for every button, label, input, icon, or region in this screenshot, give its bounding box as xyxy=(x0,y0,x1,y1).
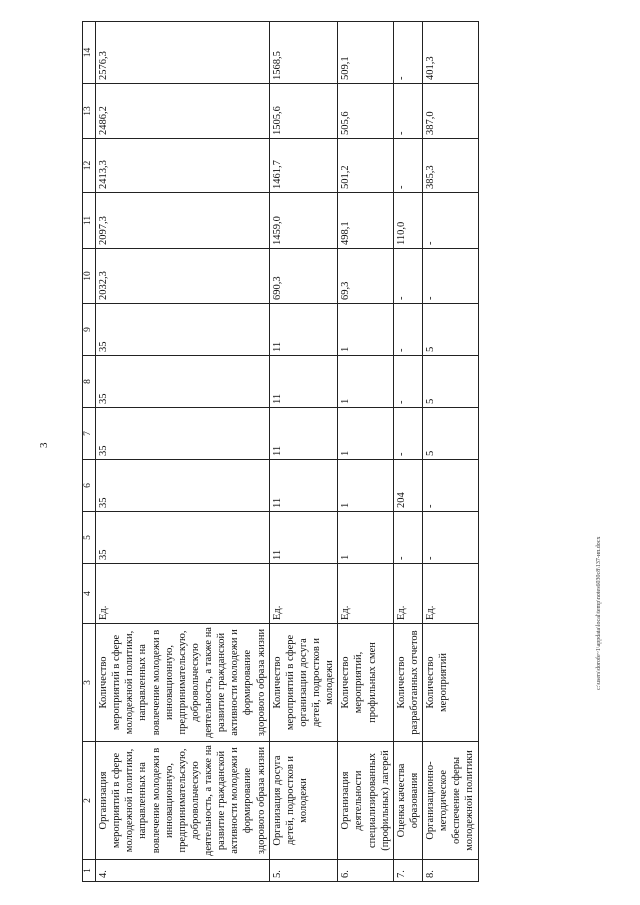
value-cell: 5 xyxy=(423,356,479,408)
header-cell: 2 xyxy=(83,742,96,860)
table-row xyxy=(269,22,338,882)
value-cell: 1 xyxy=(338,408,394,460)
header-cell: 6 xyxy=(83,460,96,512)
value-cell: - xyxy=(393,22,422,84)
value-cell: - xyxy=(393,408,422,460)
value-cell: - xyxy=(393,84,422,139)
value-cell: 498,1 xyxy=(338,193,394,249)
header-cell: 9 xyxy=(83,304,96,356)
header-cell: 10 xyxy=(83,249,96,304)
activity-name: Организация мероприятий в сфере молодежной политики, направленных на вовлечение молодежи в инновационную, предпринимательскую, добровольческую деятельность, а также на развитие гражданской активности молодежи и формирование здорового образа жизни xyxy=(96,742,270,860)
value-cell: 1568,5 xyxy=(269,22,338,84)
row-number: 4. xyxy=(96,860,270,882)
activity-name: Организационно-методическое обеспечение сферы молодежной политики xyxy=(423,742,479,860)
value-cell: - xyxy=(423,249,479,304)
row-number: 7. xyxy=(393,860,422,882)
header-cell: 7 xyxy=(83,408,96,460)
footer-file-path: c:\users\dorofe~1\appdata\local\temp\notes6030c8\137-ип.docx xyxy=(596,536,602,690)
value-cell: 501,2 xyxy=(338,139,394,193)
value-cell: 11 xyxy=(269,512,338,564)
header-cell: 12 xyxy=(83,139,96,193)
indicator-name: Количество мероприятий в сфере организации досуга детей, подростков и молодежи xyxy=(269,624,338,742)
activity-name: Организация деятельности специализированных (профильных) лагерей xyxy=(338,742,394,860)
header-cell: 1 xyxy=(83,860,96,882)
value-cell: - xyxy=(423,193,479,249)
value-cell: 1505,6 xyxy=(269,84,338,139)
indicator-name: Количество мероприятий, профильных смен xyxy=(338,624,394,742)
header-cell: 14 xyxy=(83,22,96,84)
value-cell: 11 xyxy=(269,356,338,408)
row-number: 6. xyxy=(338,860,394,882)
value-cell: 35 xyxy=(96,356,270,408)
indicator-name: Количество мероприятий в сфере молодежной политики, направленных на вовлечение молодежи в инновационную, предпринимательскую, добровольческую деятельность, а также на развитие гражданской активности молодежи и формирование здорового образа жизни xyxy=(96,624,270,742)
value-cell: 35 xyxy=(96,460,270,512)
header-cell: 3 xyxy=(83,624,96,742)
data-table xyxy=(82,21,479,882)
value-cell: 1 xyxy=(338,356,394,408)
value-cell: 11 xyxy=(269,460,338,512)
unit-cell: Ед. xyxy=(96,564,270,624)
value-cell: - xyxy=(393,249,422,304)
header-cell: 11 xyxy=(83,193,96,249)
value-cell: 690,3 xyxy=(269,249,338,304)
value-cell: 2413,3 xyxy=(96,139,270,193)
row-number: 8. xyxy=(423,860,479,882)
header-cell: 8 xyxy=(83,356,96,408)
value-cell: 204 xyxy=(393,460,422,512)
value-cell: 1 xyxy=(338,460,394,512)
value-cell: 5 xyxy=(423,408,479,460)
activity-name: Организация досуга детей, подростков и молодежи xyxy=(269,742,338,860)
value-cell: - xyxy=(423,512,479,564)
header-cell: 13 xyxy=(83,84,96,139)
value-cell: 110,0 xyxy=(393,193,422,249)
header-cell: 4 xyxy=(83,564,96,624)
row-number: 5. xyxy=(269,860,338,882)
value-cell: 35 xyxy=(96,304,270,356)
value-cell: 1461,7 xyxy=(269,139,338,193)
unit-cell: Ед. xyxy=(423,564,479,624)
value-cell: 69,3 xyxy=(338,249,394,304)
header-row xyxy=(83,22,96,882)
value-cell: 5 xyxy=(423,304,479,356)
indicator-name: Количество разработанных отчетов xyxy=(393,624,422,742)
value-cell: 401,3 xyxy=(423,22,479,84)
value-cell: - xyxy=(423,460,479,512)
unit-cell: Ед. xyxy=(338,564,394,624)
table-row xyxy=(393,22,422,882)
value-cell: - xyxy=(393,139,422,193)
unit-cell: Ед. xyxy=(269,564,338,624)
value-cell: 505,6 xyxy=(338,84,394,139)
value-cell: 2097,3 xyxy=(96,193,270,249)
value-cell: 509,1 xyxy=(338,22,394,84)
value-cell: - xyxy=(393,512,422,564)
value-cell: 11 xyxy=(269,408,338,460)
value-cell: 2032,3 xyxy=(96,249,270,304)
page-number: 3 xyxy=(38,442,50,448)
table-row xyxy=(423,22,479,882)
indicator-name: Количество мероприятий xyxy=(423,624,479,742)
value-cell: 1 xyxy=(338,304,394,356)
value-cell: 387,0 xyxy=(423,84,479,139)
rotated-table-container xyxy=(82,22,582,882)
value-cell: 35 xyxy=(96,512,270,564)
value-cell: 11 xyxy=(269,304,338,356)
table-row xyxy=(96,22,270,882)
unit-cell: Ед. xyxy=(393,564,422,624)
value-cell: 385,3 xyxy=(423,139,479,193)
value-cell: - xyxy=(393,356,422,408)
value-cell: 2576,3 xyxy=(96,22,270,84)
value-cell: 2486,2 xyxy=(96,84,270,139)
value-cell: 1 xyxy=(338,512,394,564)
activity-name: Оценка качества образования xyxy=(393,742,422,860)
value-cell: 1459,0 xyxy=(269,193,338,249)
table-row xyxy=(338,22,394,882)
value-cell: 35 xyxy=(96,408,270,460)
value-cell: - xyxy=(393,304,422,356)
header-cell: 5 xyxy=(83,512,96,564)
